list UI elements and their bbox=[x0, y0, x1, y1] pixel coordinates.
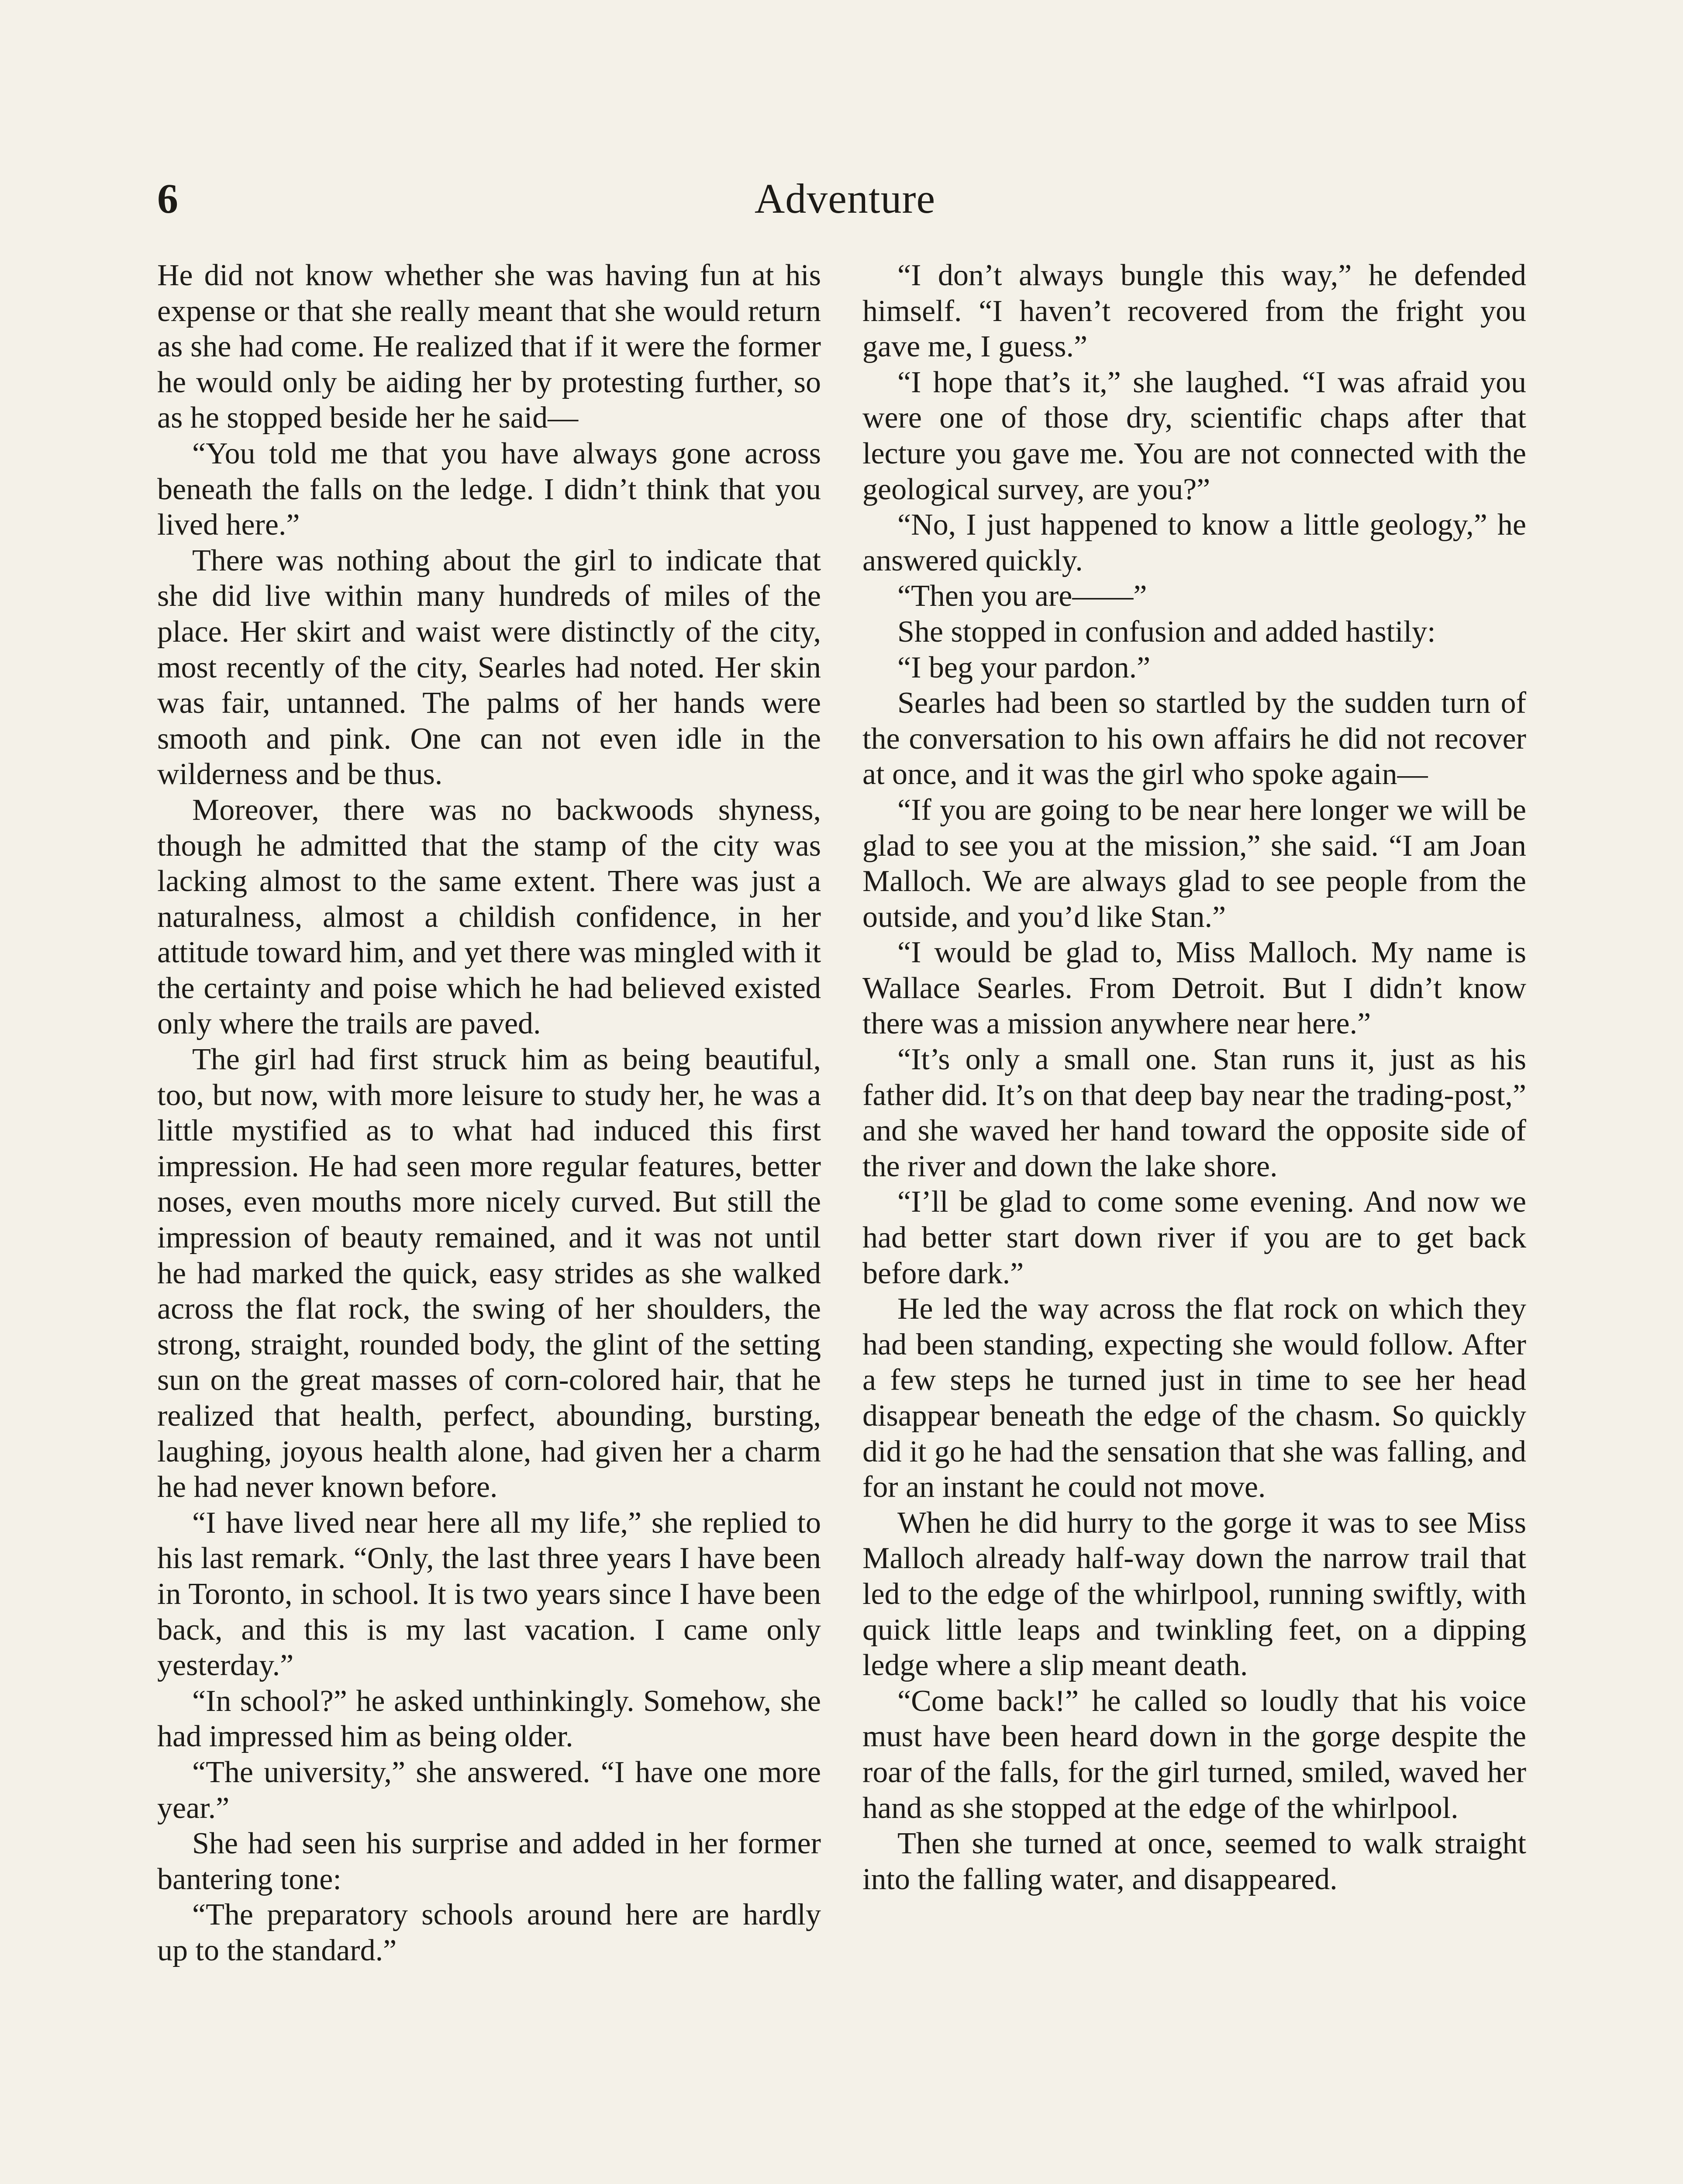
paragraph: “In school?” he asked unthinkingly. Somehow, she had impressed him as being older. bbox=[157, 1684, 821, 1754]
paragraph: He led the way across the flat rock on which they had been standing, expecting she would follow. After a few steps he turned just in time to see her head disappear beneath the edge of the chasm. So quickly did it go he had the sensation that she was falling, and for an instant he could not move. bbox=[862, 1292, 1526, 1504]
paragraph: “I beg your pardon.” bbox=[897, 650, 1151, 684]
paragraph: She stopped in confusion and added hastily: bbox=[897, 615, 1436, 649]
paragraph: “I hope that’s it,” she laughed. “I was afraid you were one of those dry, scientific chaps after that lecture you gave me. You are not connected with the geological survey, are you?” bbox=[862, 365, 1526, 506]
paragraph: “I have lived near here all my life,” she replied to his last remark. “Only, the last three years I have been in Toronto, in school. It is two years since I have been back, and this is my last vacation. I came only yesterday.” bbox=[157, 1506, 821, 1683]
paragraph: There was nothing about the girl to indicate that she did live within many hundreds of miles of the place. Her skirt and waist were distinctly of the city, most recently of the city, Searles had noted. Her skin was fair, untanned. The palms of her hands were smooth and pink. One can not even idle in the wilderness and be thus. bbox=[157, 543, 821, 791]
paragraph: “You told me that you have always gone across beneath the falls on the ledge. I didn’t think that you lived here.” bbox=[157, 436, 821, 542]
paragraph: “The university,” she answered. “I have one more year.” bbox=[157, 1755, 821, 1825]
paragraph: “I don’t always bungle this way,” he defended himself. “I haven’t recovered from the fright you gave me, I guess.” bbox=[862, 259, 1526, 364]
paragraph: “Come back!” he called so loudly that his voice must have been heard down in the gorge despite the roar of the falls, for the girl turned, smiled, waved her hand as she stopped at the edge of the whirlpool. bbox=[862, 1684, 1526, 1825]
paragraph: “If you are going to be near here longer we will be glad to see you at the mission,” she said. “I am Joan Malloch. We are always glad to see people from the outside, and you’d like Stan.” bbox=[862, 793, 1526, 934]
paragraph: “I’ll be glad to come some evening. And now we had better start down river if you are to get back before dark.” bbox=[862, 1185, 1526, 1290]
paragraph: He did not know whether she was having fun at his expense or that she really meant that she would return as she had come. He realized that if it were the former he would only be aiding her by protesting further, so as he stopped beside her he said— bbox=[157, 259, 821, 435]
paragraph: “I would be glad to, Miss Malloch. My name is Wallace Searles. From Detroit. But I didn’t know there was a mission anywhere near here.” bbox=[862, 936, 1526, 1041]
paragraph: “The preparatory schools around here are hardly up to the standard.” bbox=[157, 1898, 821, 1967]
paragraph: Then she turned at once, seemed to walk straight into the falling water, and disappeared. bbox=[862, 1827, 1526, 1896]
paragraph: “Then you are——” bbox=[897, 579, 1147, 613]
paragraph: Moreover, there was no backwoods shyness, though he admitted that the stamp of the city was lacking almost to the same extent. There was just a naturalness, almost a childish confidence, in her attitude toward him, and yet there was mingled with it the certainty and poise which he had believed existed only where the trails are paved. bbox=[157, 793, 821, 1041]
right-text-column bbox=[862, 258, 1526, 1897]
magazine-title: Adventure bbox=[754, 175, 936, 222]
paragraph: “It’s only a small one. Stan runs it, just as his father did. It’s on that deep bay near the trading-post,” and she waved her hand toward the opposite side of the river and down the lake shore. bbox=[862, 1043, 1526, 1183]
paragraph: When he did hurry to the gorge it was to see Miss Malloch already half-way down the narrow trail that led to the edge of the whirlpool, running swiftly, with quick little leaps and twinkling feet, on a dipping ledge where a slip meant death. bbox=[862, 1506, 1526, 1683]
left-text-column bbox=[157, 258, 821, 1969]
paragraph: She had seen his surprise and added in her former bantering tone: bbox=[157, 1827, 821, 1896]
paragraph: The girl had first struck him as being beautiful, too, but now, with more leisure to study her, he was a little mystified as to what had induced this first impression. He had seen more regular features, better noses, even mouths more nicely curved. But still the impression of beauty remained, and it was not until he had marked the quick, easy strides as she walked across the flat rock, the swing of her shoulders, the strong, straight, rounded body, the glint of the setting sun on the great masses of corn-colored hair, that he realized that health, perfect, abounding, bursting, laughing, joyous health alone, had given her a charm he had never known before. bbox=[157, 1043, 821, 1504]
page-number: 6 bbox=[157, 175, 178, 222]
page-header bbox=[157, 166, 1533, 232]
paragraph: Searles had been so startled by the sudden turn of the conversation to his own affairs he did not recover at once, and it was the girl who spoke again— bbox=[862, 686, 1526, 791]
paragraph: “No, I just happened to know a little geology,” he answered quickly. bbox=[862, 508, 1526, 577]
